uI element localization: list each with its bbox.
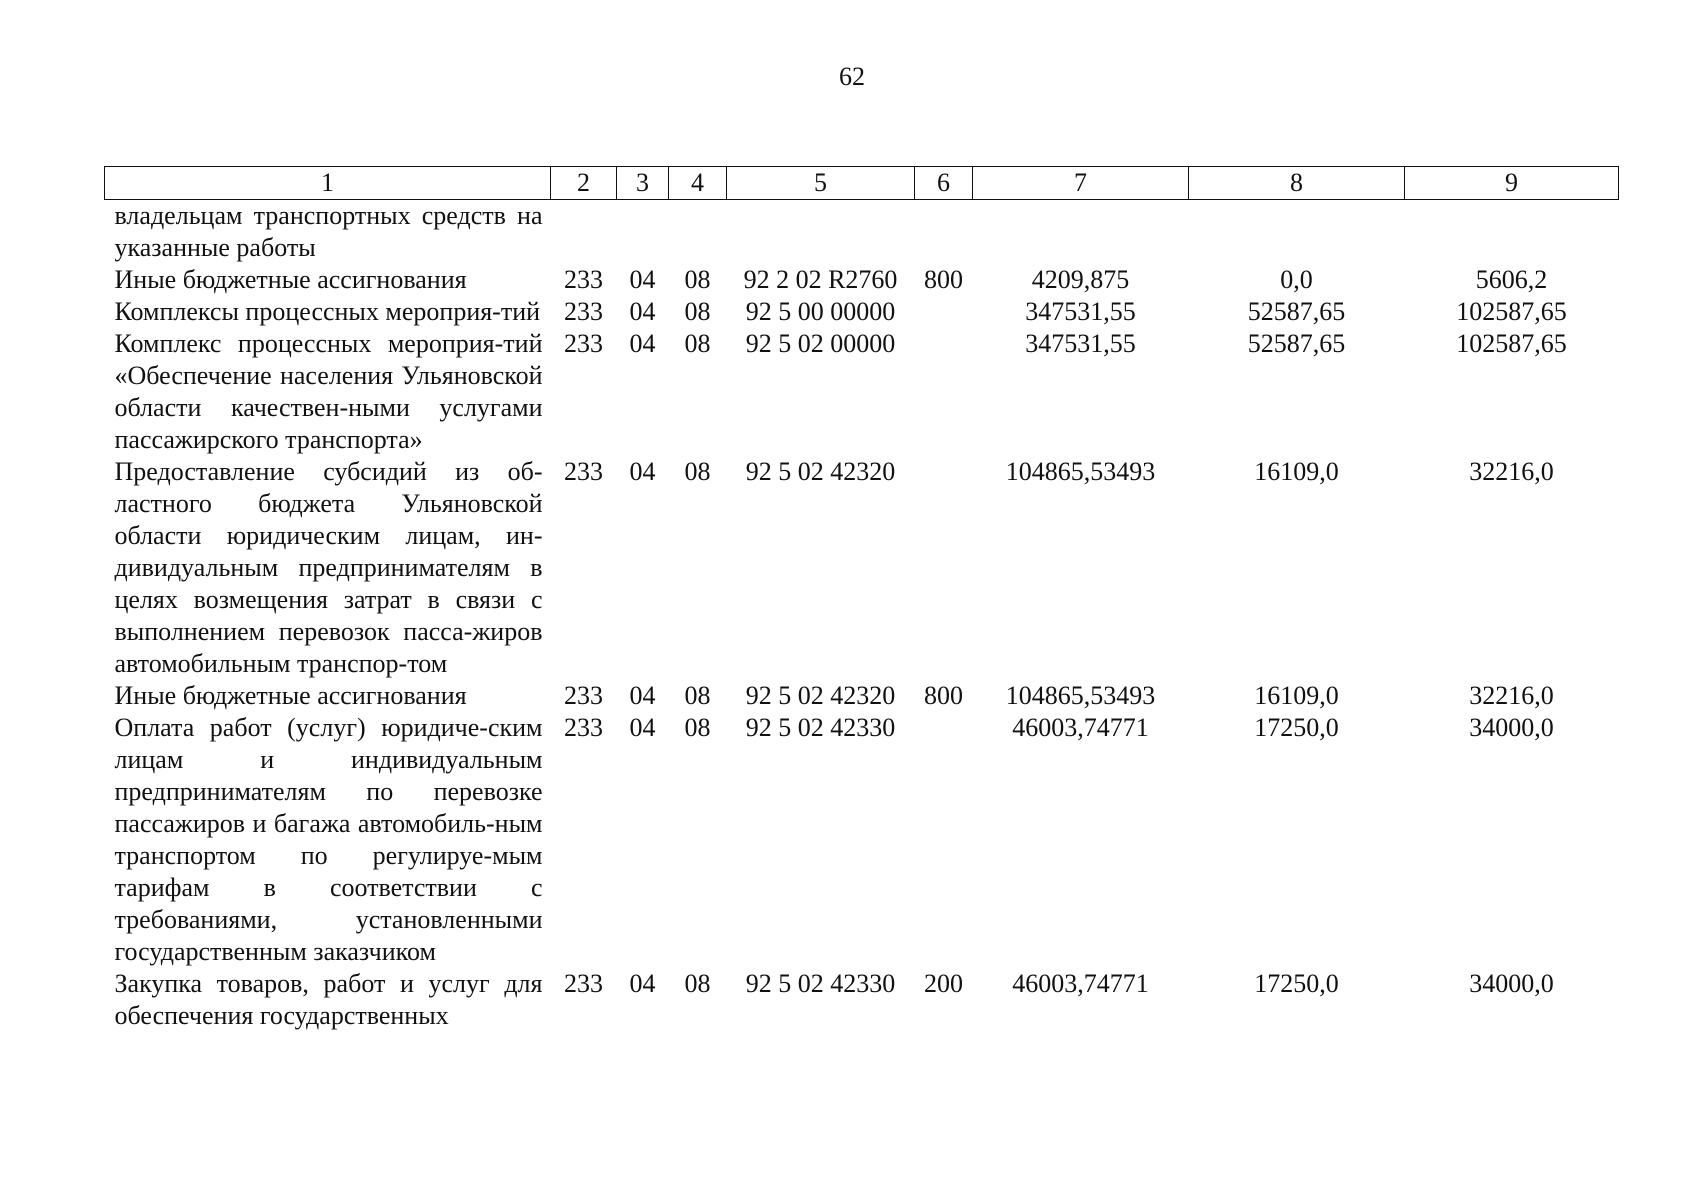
amount-col-7: 46003,74771 [1012, 969, 1149, 998]
column-header: 5 [727, 167, 915, 200]
amount-col-8: 52587,65 [1247, 329, 1346, 358]
table-row [105, 200, 1619, 265]
table-row [105, 264, 1619, 296]
row-description: Оплата работ (услуг) юридиче-ским лицам и индивидуальным предпринимателям по перевозке пассажиров и багажа автомобиль-ным транспортом по регулируе-мым тарифам в соответствии с требованиями, установленными государственным заказчиком [114, 713, 543, 966]
column-header: 8 [1189, 167, 1405, 200]
amount-col-7 [973, 200, 1189, 265]
amount-col-8: 17250,0 [1254, 969, 1339, 998]
row-description: Закупка товаров, работ и услуг для обеспечения государственных [114, 969, 543, 1030]
target-item-code: 92 5 02 42330 [745, 969, 896, 998]
subsection-code: 04 [629, 969, 656, 998]
target-item-code: 92 5 00 00000 [745, 297, 896, 326]
column-header: 7 [973, 167, 1189, 200]
column-header: 2 [551, 167, 617, 200]
target-item-code: 92 2 02 R2760 [743, 265, 898, 294]
row-description: Иные бюджетные ассигнования [114, 265, 467, 294]
amount-col-8: 52587,65 [1247, 297, 1346, 326]
expense-type-code [915, 200, 973, 265]
expense-type-code: 800 [924, 681, 963, 710]
subsection-code: 04 [629, 329, 656, 358]
column-header: 3 [617, 167, 669, 200]
expense-type-code [915, 456, 973, 680]
subsection-code-2: 08 [684, 265, 711, 294]
amount-col-9 [1405, 200, 1619, 265]
subsection-code: 04 [629, 681, 656, 710]
subsection-code: 04 [629, 713, 656, 742]
subsection-code [617, 200, 669, 265]
amount-col-8: 0,0 [1280, 265, 1313, 294]
target-item-code: 92 5 02 42330 [745, 713, 896, 742]
section-code: 233 [564, 297, 603, 326]
subsection-code-2: 08 [684, 969, 711, 998]
subsection-code: 04 [629, 457, 656, 486]
amount-col-9: 102587,65 [1456, 297, 1567, 326]
table-row [105, 968, 1619, 1032]
amount-col-7: 104865,53493 [1005, 681, 1156, 710]
subsection-code-2: 08 [684, 457, 711, 486]
expense-type-code [915, 328, 973, 456]
column-header: 9 [1405, 167, 1619, 200]
amount-col-7: 46003,74771 [1012, 713, 1149, 742]
amount-col-9: 32216,0 [1469, 681, 1554, 710]
table-body [105, 200, 1619, 1033]
table-row [105, 328, 1619, 456]
target-item-code [727, 200, 915, 265]
table-row [105, 456, 1619, 680]
amount-col-7: 104865,53493 [1005, 457, 1156, 486]
column-header: 6 [915, 167, 973, 200]
target-item-code: 92 5 02 00000 [745, 329, 896, 358]
amount-col-8 [1189, 200, 1405, 265]
expense-type-code: 200 [924, 969, 963, 998]
row-description: Комплексы процессных мероприя-тий [114, 297, 541, 326]
section-code: 233 [564, 681, 603, 710]
column-header: 1 [105, 167, 551, 200]
section-code: 233 [564, 265, 603, 294]
row-description: Комплекс процессных мероприя-тий «Обеспечение населения Ульяновской области качествен-ными услугами пассажирского транспорта» [114, 329, 543, 454]
amount-col-9: 34000,0 [1469, 969, 1554, 998]
page-number: 62 [839, 62, 865, 91]
target-item-code: 92 5 02 42320 [745, 457, 896, 486]
subsection-code-2: 08 [684, 713, 711, 742]
amount-col-9: 34000,0 [1469, 713, 1554, 742]
subsection-code: 04 [629, 265, 656, 294]
row-description: Предоставление субсидий из об-ластного бюджета Ульяновской области юридическим лицам, ин-дивидуальным предпринимателям в целях возмещения затрат в связи с выполнением перевозок пасса-жиров автомобильным транспор-том [114, 457, 543, 678]
expense-type-code [915, 296, 973, 328]
table-header [105, 167, 1619, 200]
table-row [105, 712, 1619, 968]
target-item-code: 92 5 02 42320 [745, 681, 896, 710]
amount-col-8: 16109,0 [1254, 681, 1339, 710]
expense-type-code: 800 [924, 265, 963, 294]
subsection-code: 04 [629, 297, 656, 326]
row-description: владельцам транспортных средств на указанные работы [114, 201, 543, 262]
section-code: 233 [564, 457, 603, 486]
amount-col-9: 32216,0 [1469, 457, 1554, 486]
column-header: 4 [669, 167, 727, 200]
amount-col-7: 347531,55 [1025, 297, 1136, 326]
amount-col-9: 5606,2 [1475, 265, 1548, 294]
subsection-code-2 [669, 200, 727, 265]
section-code: 233 [564, 329, 603, 358]
amount-col-7: 347531,55 [1025, 329, 1136, 358]
amount-col-8: 16109,0 [1254, 457, 1339, 486]
subsection-code-2: 08 [684, 297, 711, 326]
table-row [105, 680, 1619, 712]
amount-col-8: 17250,0 [1254, 713, 1339, 742]
amount-col-7: 4209,875 [1031, 265, 1130, 294]
section-code: 233 [564, 969, 603, 998]
expense-type-code [915, 712, 973, 968]
budget-table [104, 166, 1619, 1032]
amount-col-9: 102587,65 [1456, 329, 1567, 358]
section-code [551, 200, 617, 265]
section-code: 233 [564, 713, 603, 742]
row-description: Иные бюджетные ассигнования [114, 681, 467, 710]
table-row [105, 296, 1619, 328]
subsection-code-2: 08 [684, 681, 711, 710]
subsection-code-2: 08 [684, 329, 711, 358]
